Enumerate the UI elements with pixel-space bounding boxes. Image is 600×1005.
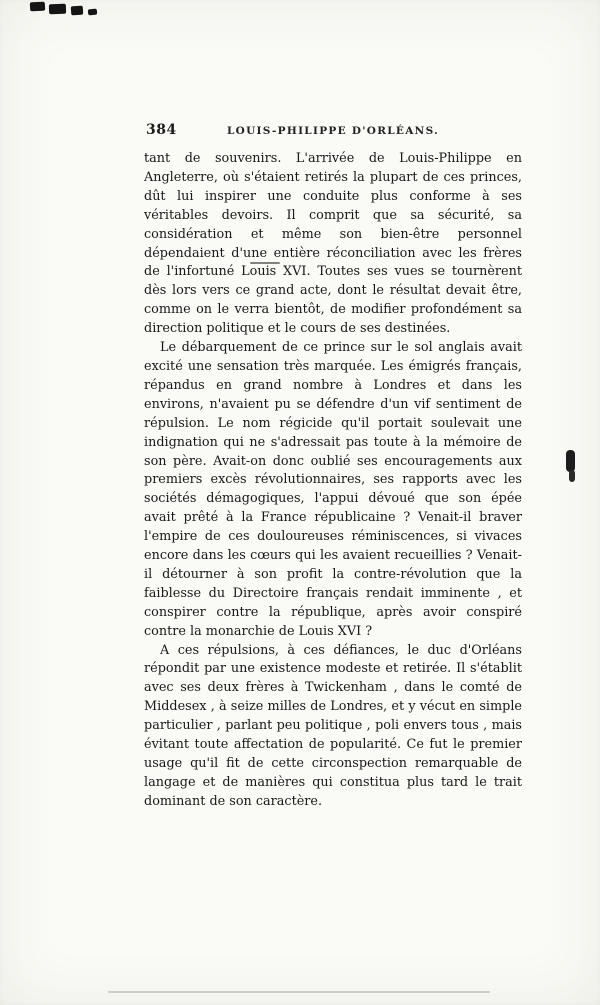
paragraph: Le débarquement de ce prince sur le sol anglais avait excité une sensation très marquée. Les émigrés français, répandus en grand nombre à Londres et dans les environs, n'avaient pu se défendre d'un vif sentiment de répulsion. Le nom régicide qu'il portait soulevait une indignation qui ne s'adressait pas toute à la mémoire de son père. Avait-on donc oublié ses encouragements aux premiers excès révolutionnaires, ses rapports avec les sociétés démagogiques, l'appui dévoué que son épée avait prêté à la France républicaine ? Venait-il braver l'empire de ces douloureuses réminiscences, si vivaces encore dans les cœurs qui les avaient recueillies ? Venait-il détourner à son profit la contre-révolution que la faiblesse du Directoire français rendait imminente , et conspirer contre la république, après avoir conspiré contre la monarchie de Louis XVI ? (144, 340, 522, 639)
text-block (144, 150, 522, 812)
scan-artifact (49, 4, 66, 15)
scan-artifact (30, 2, 45, 12)
running-title: LOUIS-PHILIPPE D'ORLÉANS. (226, 125, 440, 137)
scan-artifact (71, 6, 84, 16)
page-header (144, 122, 522, 140)
page-number: 384 (146, 122, 177, 138)
scan-artifact (88, 9, 97, 16)
scan-artifact (566, 450, 575, 472)
paragraph: A ces répulsions, à ces défiances, le duc d'Orléans répondit par une existence modeste et retirée. Il s'établit avec ses deux frères à Twickenham , dans le comté de Middesex , à seize milles de Londres, et y vécut en simple particulier , parlant peu politique , poli envers tous , mais évitant toute affectation de popularité. Ce fut le premier usage qu'il fit de cette circonspection remarquable de langage et de manières qui constitua plus tard le trait dominant de son caractère. (144, 642, 522, 809)
scan-artifact (569, 470, 575, 482)
paragraph: tant de souvenirs. L'arrivée de Louis-Philippe en Angleterre, où s'étaient retirés la plupart de ces princes, dût lui inspirer une conduite plus conforme à ses véritables devoirs. Il comprit que sa sécurité, sa considération et même son bien-être personnel dépendaient d'une entière réconciliation avec les frères de l'infortuné Louis XVI. Toutes ses vues se tournèrent dès lors vers ce grand acte, dont le résultat devait être, comme on le verra bientôt, de modifier profondément sa direction politique et le cours de ses destinées. (144, 151, 522, 337)
scan-artifact (108, 991, 490, 993)
